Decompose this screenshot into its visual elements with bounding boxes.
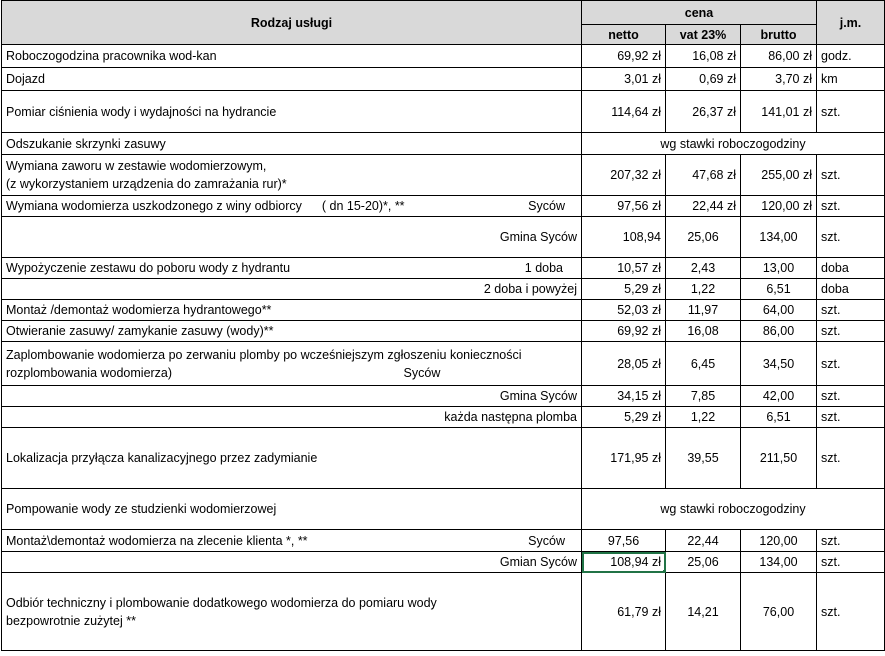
table-row bbox=[2, 279, 885, 300]
gross-cell[interactable]: 3,70 zł bbox=[741, 68, 817, 91]
price-table bbox=[1, 0, 885, 651]
service-line-2: (z wykorzystaniem urządzenia do zamrażania rur)* bbox=[6, 177, 287, 191]
table-row bbox=[2, 133, 885, 155]
table-row bbox=[2, 407, 885, 428]
vat-cell[interactable]: 47,68 zł bbox=[666, 155, 741, 196]
location-cell[interactable]: Gmina Syców bbox=[2, 386, 582, 407]
period-label: 1 doba bbox=[524, 261, 563, 275]
table-row bbox=[2, 552, 885, 573]
service-cell[interactable] bbox=[2, 573, 582, 651]
unit-cell[interactable]: szt. bbox=[817, 428, 885, 489]
gross-cell[interactable]: 6,51 bbox=[741, 279, 817, 300]
vat-cell[interactable]: 16,08 zł bbox=[666, 45, 741, 68]
unit-cell[interactable]: szt. bbox=[817, 217, 885, 258]
table-row bbox=[2, 196, 885, 217]
vat-cell[interactable]: 22,44 zł bbox=[666, 196, 741, 217]
net-cell[interactable]: 3,01 zł bbox=[582, 68, 666, 91]
net-cell[interactable]: 5,29 zł bbox=[582, 407, 666, 428]
service-line-2: bezpowrotnie zużytej ** bbox=[6, 613, 136, 628]
vat-cell[interactable]: 7,85 bbox=[666, 386, 741, 407]
table-row bbox=[2, 300, 885, 321]
vat-cell[interactable]: 16,08 bbox=[666, 321, 741, 342]
table-row bbox=[2, 155, 885, 196]
gross-cell[interactable]: 86,00 zł bbox=[741, 45, 817, 68]
gross-cell[interactable]: 6,51 bbox=[741, 407, 817, 428]
unit-cell[interactable]: doba bbox=[817, 279, 885, 300]
table-row bbox=[2, 489, 885, 530]
service-cell[interactable]: Otwieranie zasuwy/ zamykanie zasuwy (wody)** bbox=[2, 321, 582, 342]
vat-cell[interactable]: 39,55 bbox=[666, 428, 741, 489]
net-cell[interactable]: 69,92 zł bbox=[582, 45, 666, 68]
rate-note-cell[interactable]: wg stawki roboczogodziny bbox=[582, 489, 885, 530]
gross-cell[interactable]: 120,00 zł bbox=[741, 196, 817, 217]
service-line-1: Wymiana zaworu w zestawie wodomierzowym, bbox=[6, 159, 267, 173]
vat-cell[interactable]: 22,44 bbox=[666, 530, 741, 552]
unit-cell[interactable]: szt. bbox=[817, 530, 885, 552]
unit-cell[interactable]: szt. bbox=[817, 196, 885, 217]
gross-cell[interactable]: 86,00 bbox=[741, 321, 817, 342]
net-cell[interactable]: 171,95 zł bbox=[582, 428, 666, 489]
header-net[interactable]: netto bbox=[582, 25, 666, 45]
vat-cell[interactable]: 26,37 zł bbox=[666, 91, 741, 133]
service-cell[interactable] bbox=[2, 530, 582, 552]
gross-cell[interactable]: 255,00 zł bbox=[741, 155, 817, 196]
table-row bbox=[2, 321, 885, 342]
vat-cell[interactable]: 11,97 bbox=[666, 300, 741, 321]
gross-cell[interactable]: 34,50 bbox=[741, 342, 817, 386]
header-price[interactable]: cena bbox=[582, 1, 817, 25]
net-cell[interactable]: 97,56 zł bbox=[582, 196, 666, 217]
location-cell[interactable]: Gmina Syców bbox=[2, 217, 582, 258]
unit-cell[interactable]: doba bbox=[817, 258, 885, 279]
net-cell[interactable]: 207,32 zł bbox=[582, 155, 666, 196]
unit-cell[interactable]: godz. bbox=[817, 45, 885, 68]
service-cell[interactable] bbox=[2, 196, 582, 217]
seal-cell[interactable]: każda następna plomba bbox=[2, 407, 582, 428]
service-cell[interactable]: Montaż /demontaż wodomierza hydrantowego** bbox=[2, 300, 582, 321]
table-row bbox=[2, 258, 885, 279]
table-row bbox=[2, 342, 885, 386]
vat-cell[interactable]: 1,22 bbox=[666, 407, 741, 428]
table-row bbox=[2, 428, 885, 489]
gross-cell[interactable]: 134,00 bbox=[741, 217, 817, 258]
net-cell[interactable]: 10,57 zł bbox=[582, 258, 666, 279]
header-unit[interactable]: j.m. bbox=[817, 1, 885, 45]
unit-cell[interactable]: szt. bbox=[817, 155, 885, 196]
gross-cell[interactable]: 120,00 bbox=[741, 530, 817, 552]
unit-cell[interactable]: szt. bbox=[817, 321, 885, 342]
service-cell[interactable]: Roboczogodzina pracownika wod-kan bbox=[2, 45, 582, 68]
service-cell[interactable]: Pomiar ciśnienia wody i wydajności na hydrancie bbox=[2, 91, 582, 133]
location-label: Syców bbox=[528, 533, 565, 548]
table-row bbox=[2, 217, 885, 258]
net-cell[interactable]: 34,15 zł bbox=[582, 386, 666, 407]
gross-cell[interactable]: 42,00 bbox=[741, 386, 817, 407]
service-text: Wypożyczenie zestawu do poboru wody z hydrantu bbox=[6, 261, 291, 275]
header-vat[interactable]: vat 23% bbox=[666, 25, 741, 45]
net-cell-selected[interactable]: 108,94 zł bbox=[582, 552, 666, 573]
net-cell[interactable]: 97,56 bbox=[582, 530, 666, 552]
service-cell[interactable]: Odszukanie skrzynki zasuwy bbox=[2, 133, 582, 155]
vat-cell[interactable]: 14,21 bbox=[666, 573, 741, 651]
table-row bbox=[2, 91, 885, 133]
vat-cell[interactable]: 25,06 bbox=[666, 217, 741, 258]
service-line-1: Odbiór techniczny i plombowanie dodatkowego wodomierza do pomiaru wody bbox=[6, 595, 437, 610]
vat-cell[interactable]: 25,06 bbox=[666, 552, 741, 573]
service-cell[interactable] bbox=[2, 342, 582, 386]
diameter-spec: ( dn 15-20)*, ** bbox=[321, 199, 405, 213]
service-cell[interactable]: Dojazd bbox=[2, 68, 582, 91]
net-cell[interactable]: 5,29 zł bbox=[582, 279, 666, 300]
unit-cell[interactable]: km bbox=[817, 68, 885, 91]
table-row bbox=[2, 573, 885, 651]
gross-cell[interactable]: 141,01 zł bbox=[741, 91, 817, 133]
unit-cell[interactable]: szt. bbox=[817, 407, 885, 428]
gross-cell[interactable]: 13,00 bbox=[741, 258, 817, 279]
header-service[interactable]: Rodzaj usługi bbox=[2, 1, 582, 45]
gross-cell[interactable]: 76,00 bbox=[741, 573, 817, 651]
net-cell[interactable]: 52,03 zł bbox=[582, 300, 666, 321]
unit-cell[interactable]: szt. bbox=[817, 573, 885, 651]
net-cell[interactable]: 28,05 zł bbox=[582, 342, 666, 386]
vat-cell[interactable]: 0,69 zł bbox=[666, 68, 741, 91]
table-row bbox=[2, 530, 885, 552]
net-cell[interactable]: 108,94 bbox=[582, 217, 666, 258]
rate-note-cell[interactable]: wg stawki roboczogodziny bbox=[582, 133, 885, 155]
service-cell[interactable] bbox=[2, 155, 582, 196]
table-row bbox=[2, 45, 885, 68]
header-gross[interactable]: brutto bbox=[741, 25, 817, 45]
gross-cell[interactable]: 211,50 bbox=[741, 428, 817, 489]
gross-cell[interactable]: 64,00 bbox=[741, 300, 817, 321]
net-cell[interactable]: 69,92 zł bbox=[582, 321, 666, 342]
unit-cell[interactable]: szt. bbox=[817, 91, 885, 133]
service-cell[interactable] bbox=[2, 258, 582, 279]
location-cell[interactable]: Gmian Syców bbox=[2, 552, 582, 573]
table-row bbox=[2, 68, 885, 91]
unit-cell[interactable]: szt. bbox=[817, 552, 885, 573]
vat-cell[interactable]: 6,45 bbox=[666, 342, 741, 386]
vat-cell[interactable]: 2,43 bbox=[666, 258, 741, 279]
service-cell[interactable]: Pompowanie wody ze studzienki wodomierzowej bbox=[2, 489, 582, 530]
unit-cell[interactable]: szt. bbox=[817, 386, 885, 407]
vat-cell[interactable]: 1,22 bbox=[666, 279, 741, 300]
service-cell[interactable]: Lokalizacja przyłącza kanalizacyjnego przez zadymianie bbox=[2, 428, 582, 489]
service-text: Wymiana wodomierza uszkodzonego z winy odbiorcy bbox=[6, 199, 302, 213]
unit-cell[interactable]: szt. bbox=[817, 342, 885, 386]
service-line-2: rozplombowania wodomierza) bbox=[6, 365, 173, 380]
unit-cell[interactable]: szt. bbox=[817, 300, 885, 321]
gross-cell[interactable]: 134,00 bbox=[741, 552, 817, 573]
service-text: Montaż\demontaż wodomierza na zlecenie klienta *, ** bbox=[6, 533, 308, 548]
service-line-1: Zaplombowanie wodomierza po zerwaniu plomby po wcześniejszym zgłoszeniu konieczności bbox=[6, 347, 522, 362]
net-cell[interactable]: 114,64 zł bbox=[582, 91, 666, 133]
location-label: Syców bbox=[403, 365, 441, 380]
net-cell[interactable]: 61,79 zł bbox=[582, 573, 666, 651]
location-label: Syców bbox=[528, 199, 565, 213]
table-row bbox=[2, 386, 885, 407]
period-cell[interactable]: 2 doba i powyżej bbox=[2, 279, 582, 300]
